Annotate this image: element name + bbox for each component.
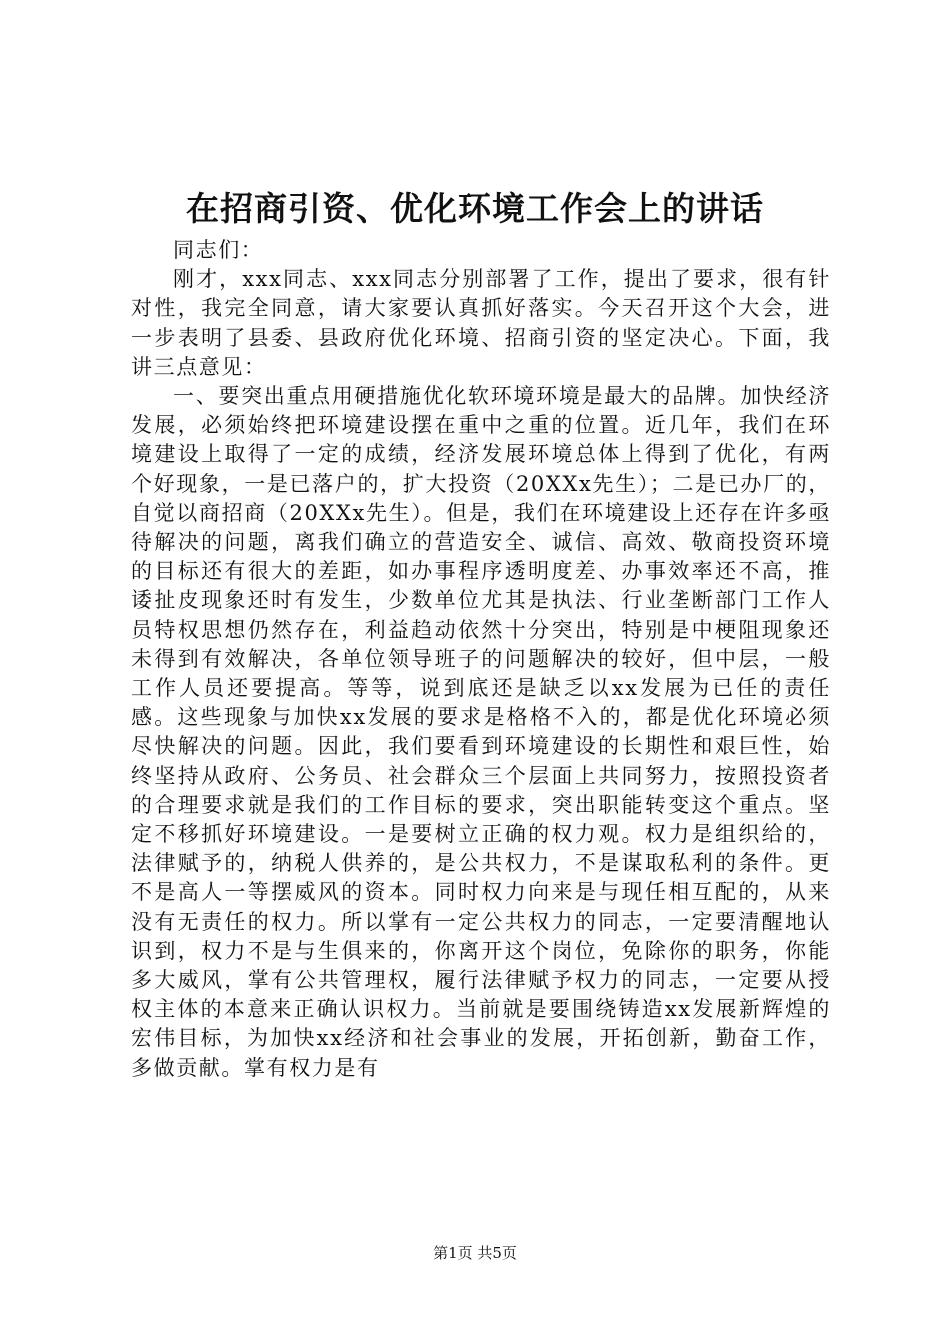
page-footer: 第1页 共5页 [433,1244,517,1262]
document-body [131,236,831,1083]
salutation: 同志们： [173,238,264,262]
page-title: 在招商引资、优化环境工作会上的讲话 [186,189,764,228]
paragraph: 一、要突出重点用硬措施优化软环境环境是最大的品牌。加快经济发展，必须始终把环境建设摆在重中之重的位置。近几年，我们在环境建设上取得了一定的成绩，经济发展环境总体上得到了优化，有两个好现象，一是已落户的，扩大投资（20XXx先生）；二是已办厂的，自觉以商招商（20XXx先生）。但是，我们在环境建设上还存在许多亟待解决的问题，离我们确立的营造安全、诚信、高效、敬商投资环境的目标还有很大的差距，如办事程序透明度差、办事效率还不高，推诿扯皮现象还时有发生，少数单位尤其是执法、行业垄断部门工作人员特权思想仍然存在，利益趋动依然十分突出，特别是中梗阻现象还未得到有效解决，各单位领导班子的问题解决的较好，但中层，一般工作人员还要提高。等等，说到底还是缺乏以xx发展为已任的责任感。这些现象与加快xx发展的要求是格格不入的，都是优化环境必须尽快解决的问题。因此，我们要看到环境建设的长期性和艰巨性，始终坚持从政府、公务员、社会群众三个层面上共同努力，按照投资者的合理要求就是我们的工作目标的要求，突出职能转变这个重点。坚定不移抓好环境建设。一是要树立正确的权力观。权力是组织给的，法律赋予的，纳税人供养的，是公共权力，不是谋取私利的条件。更不是高人一等摆威风的资本。同时权力向来是与现任相互配的，从来没有无责任的权力。所以掌有一定公共权力的同志，一定要清醒地认识到，权力不是与生俱来的，你离开这个岗位，免除你的职务，你能多大威风，掌有公共管理权，履行法律赋予权力的同志，一定要从授权主体的本意来正确认识权力。当前就是要围绕铸造xx发展新辉煌的宏伟目标，为加快xx经济和社会事业的发展，开拓创新，勤奋工作，多做贡献。掌有权力是有 [131,384,831,1080]
paragraph: 刚才，xxx同志、xxx同志分别部署了工作，提出了要求，很有针对性，我完全同意，请大家要认真抓好落实。今天召开这个大会，进一步表明了县委、县政府优化环境、招商引资的坚定决心。下面，我讲三点意见： [131,267,831,379]
